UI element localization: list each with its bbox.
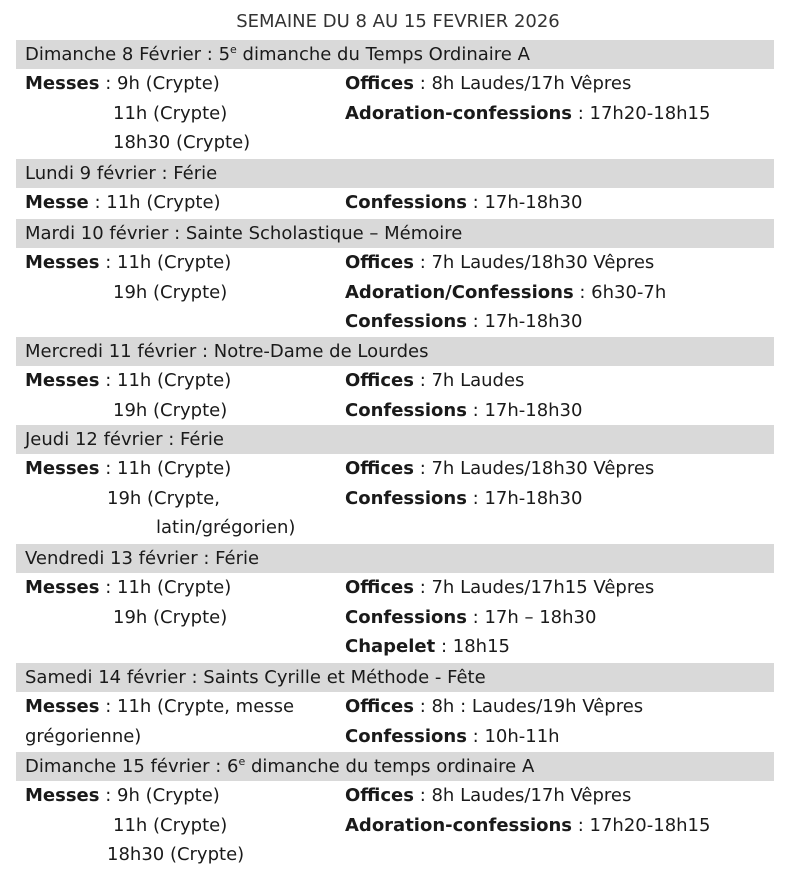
- office-line: Confessions : 17h-18h30: [345, 487, 583, 509]
- day-thursday-12: [16, 425, 774, 543]
- mass-line: 18h30 (Crypte): [113, 132, 251, 153]
- office-line: Offices : 7h Laudes/18h30 Vêpres: [345, 252, 655, 273]
- mass-column: [25, 573, 231, 632]
- day-header: [16, 40, 774, 69]
- day-header: Vendredi 13 février : Férie: [16, 544, 774, 573]
- day-title-rest: dimanche du Temps Ordinaire A: [236, 44, 530, 65]
- mass-line: Messes : 11h (Crypte): [25, 370, 232, 391]
- mass-column: [25, 692, 294, 751]
- offices-column: [345, 573, 654, 662]
- day-header: Jeudi 12 février : Férie: [16, 425, 774, 454]
- offices-column: [345, 188, 582, 218]
- offices-column: [345, 366, 582, 425]
- mass-line: Messes : 9h (Crypte): [25, 73, 220, 94]
- day-tuesday-10: [16, 219, 774, 337]
- office-line: Confessions : 10h-11h: [345, 725, 560, 747]
- mass-line: latin/grégorien): [156, 517, 296, 538]
- office-line: Offices : 8h Laudes/17h Vêpres: [345, 785, 632, 806]
- offices-column: [345, 692, 643, 751]
- day-friday-13: [16, 544, 774, 662]
- mass-line: 11h (Crypte): [113, 814, 228, 836]
- office-line: Offices : 7h Laudes/17h15 Vêpres: [345, 577, 655, 598]
- day-wednesday-11: [16, 337, 774, 426]
- office-line: Offices : 8h : Laudes/19h Vêpres: [345, 696, 644, 717]
- day-title: Dimanche 15 février : 6: [25, 756, 239, 777]
- mass-line: Messes : 11h (Crypte): [25, 458, 232, 479]
- mass-line: Messes : 11h (Crypte, messe: [25, 696, 295, 717]
- office-line: Confessions : 17h-18h30: [345, 192, 583, 213]
- office-line: Confessions : 17h – 18h30: [345, 606, 597, 628]
- mass-column: [25, 188, 221, 218]
- day-monday-9: [16, 159, 774, 218]
- office-line: Offices : 8h Laudes/17h Vêpres: [345, 73, 632, 94]
- mass-line: 19h (Crypte): [113, 399, 228, 421]
- mass-line: 19h (Crypte): [113, 606, 228, 628]
- mass-line: 11h (Crypte): [113, 102, 228, 124]
- mass-line: 18h30 (Crypte): [107, 844, 245, 865]
- mass-line: Messes : 11h (Crypte): [25, 577, 232, 598]
- mass-column: [25, 69, 250, 158]
- offices-column: [345, 781, 710, 840]
- office-line: Adoration-confessions : 17h20-18h15: [345, 814, 711, 836]
- mass-line: Messe : 11h (Crypte): [25, 192, 221, 213]
- office-line: Confessions : 17h-18h30: [345, 399, 583, 421]
- ordinal-suffix: e: [230, 43, 237, 56]
- mass-line: grégorienne): [25, 725, 142, 747]
- day-saturday-14: [16, 663, 774, 752]
- day-sunday-8: [16, 40, 774, 157]
- mass-line: Messes : 11h (Crypte): [25, 252, 232, 273]
- mass-line: 19h (Crypte,: [107, 487, 220, 509]
- office-line: Adoration/Confessions : 6h30-7h: [345, 281, 667, 303]
- office-line: Offices : 7h Laudes: [345, 370, 525, 391]
- office-line: Confessions : 17h-18h30: [345, 311, 583, 332]
- office-line: Chapelet : 18h15: [345, 636, 510, 657]
- mass-column: [25, 248, 231, 307]
- day-header: Lundi 9 février : Férie: [16, 159, 774, 188]
- mass-column: [25, 366, 231, 425]
- mass-column: [25, 781, 244, 870]
- office-line: Offices : 7h Laudes/18h30 Vêpres: [345, 458, 655, 479]
- mass-column: [25, 454, 295, 543]
- page-title: SEMAINE DU 8 AU 15 FEVRIER 2026: [236, 11, 560, 32]
- day-sunday-15: [16, 752, 774, 867]
- mass-line: Messes : 9h (Crypte): [25, 785, 220, 806]
- day-header: Samedi 14 février : Saints Cyrille et Méthode - Fête: [16, 663, 774, 692]
- mass-line: 19h (Crypte): [113, 281, 228, 303]
- offices-column: [345, 248, 666, 337]
- office-line: Adoration-confessions : 17h20-18h15: [345, 102, 711, 124]
- day-title: Dimanche 8 Février : 5: [25, 44, 231, 65]
- day-header: Mardi 10 février : Sainte Scholastique – Mémoire: [16, 219, 774, 248]
- day-header: Mercredi 11 février : Notre-Dame de Lourdes: [16, 337, 774, 366]
- day-header: [16, 752, 774, 781]
- offices-column: [345, 69, 710, 128]
- offices-column: [345, 454, 654, 513]
- ordinal-suffix: e: [238, 755, 246, 768]
- day-title-rest: dimanche du temps ordinaire A: [245, 756, 535, 777]
